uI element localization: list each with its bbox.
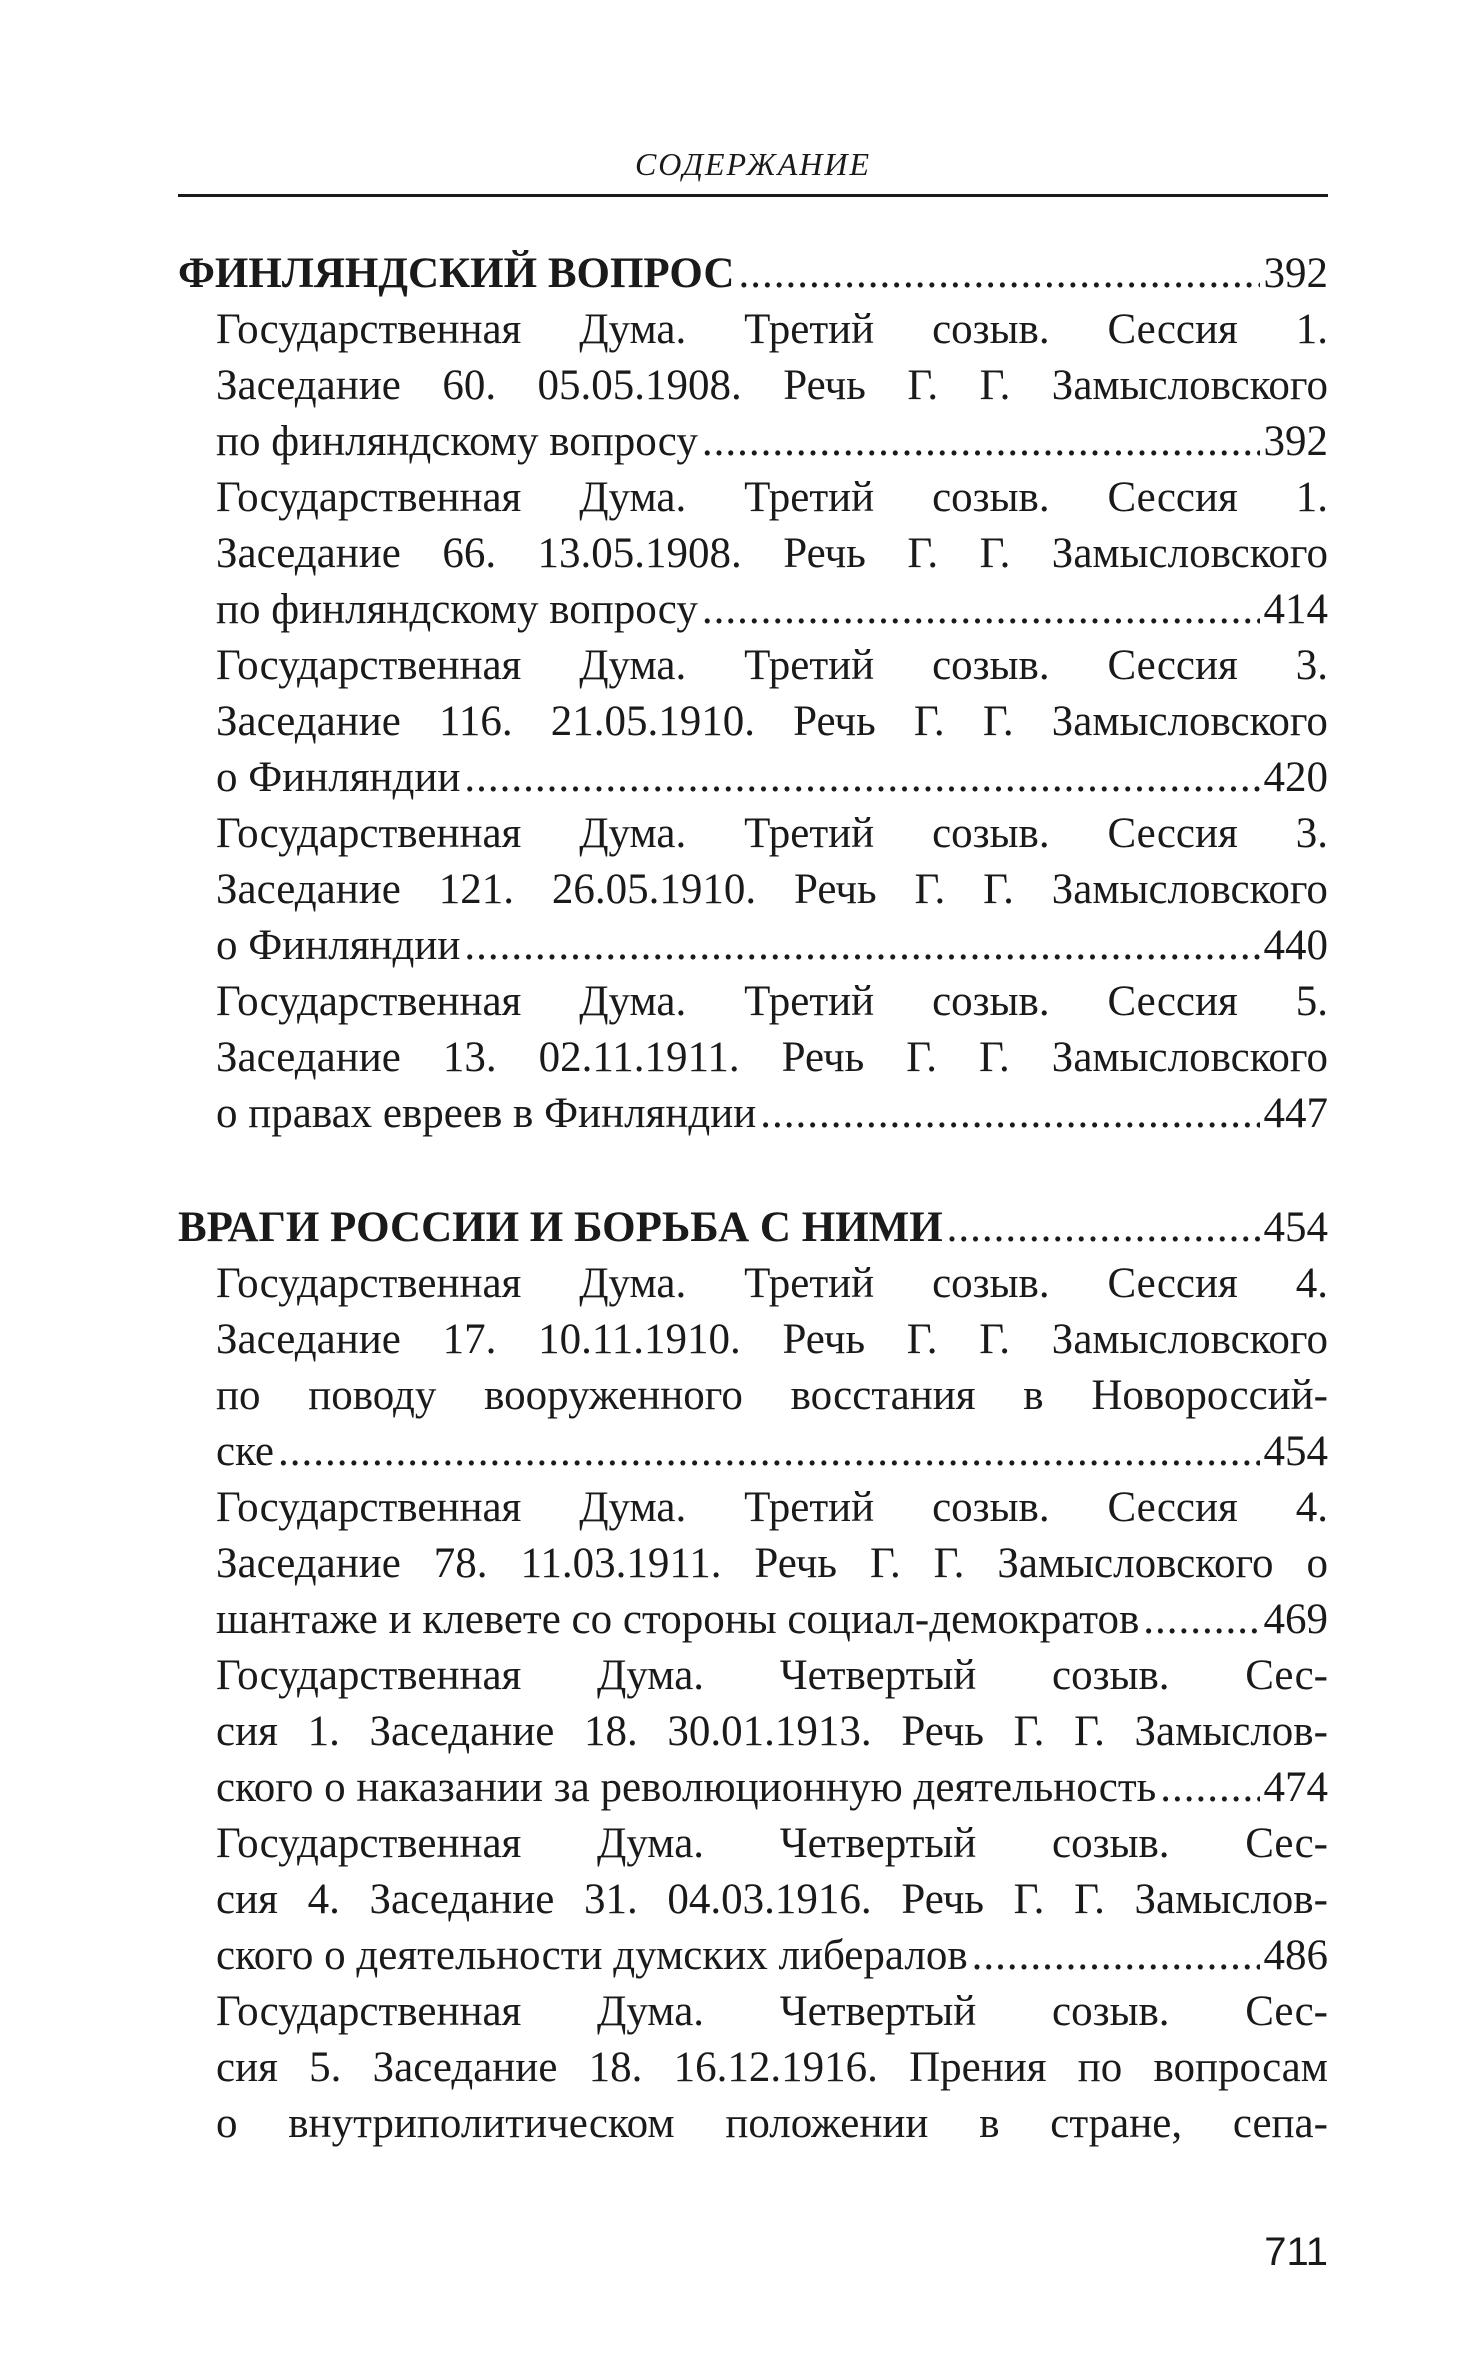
entry-line [178, 974, 1328, 1030]
header-rule [178, 194, 1328, 197]
word: внутриполитическом [288, 2100, 675, 2147]
word: Г. [933, 1540, 965, 1587]
word: Дума. [579, 1484, 687, 1531]
entry-last-line [178, 1086, 1328, 1142]
dot-leader [702, 582, 1260, 638]
word: Дума. [597, 1652, 705, 1699]
word: по [216, 1372, 261, 1419]
word: Речь [793, 698, 876, 745]
word: Заседание [369, 1708, 555, 1755]
word: 1. [307, 1708, 340, 1755]
entry-line [178, 862, 1328, 918]
entry-line [178, 1872, 1328, 1928]
word: Третий [744, 1260, 875, 1307]
entry-page: 454 [1263, 1428, 1328, 1475]
word: созыв. [932, 1260, 1050, 1307]
word: Новороссий- [1091, 1372, 1328, 1419]
word: Заседание [372, 2044, 558, 2091]
word: Г. [979, 530, 1011, 577]
word: Замысловского [997, 1540, 1274, 1587]
word: Г. [982, 698, 1014, 745]
entry-title: по финляндскому вопросу [216, 418, 698, 465]
word: 116. [438, 698, 513, 745]
word: о [216, 2100, 238, 2147]
word: Замысловского [1051, 698, 1328, 745]
word: Г. [1074, 1876, 1105, 1923]
word: Четвертый [779, 1652, 977, 1699]
word: Дума. [597, 1988, 705, 2035]
word: Государственная [216, 1484, 522, 1531]
word: созыв. [932, 474, 1050, 521]
word: 18. [588, 2044, 643, 2091]
word: Г. [869, 1540, 901, 1587]
word: 5. [1295, 978, 1328, 1025]
word: 05.05.1908. [537, 362, 742, 409]
word: Третий [744, 642, 875, 689]
section-heading [178, 246, 1328, 302]
word: Государственная [216, 1820, 522, 1867]
entry-page: 414 [1263, 586, 1328, 633]
word: в [1023, 1372, 1044, 1419]
entry-line [178, 526, 1328, 582]
entry-page: 474 [1263, 1764, 1328, 1811]
word: Государственная [216, 1988, 522, 2035]
word: Речь [754, 1540, 838, 1587]
word: Заседание [216, 866, 401, 913]
word: 13.05.1908. [537, 530, 742, 577]
word: Замысловского [1051, 866, 1328, 913]
word: о [1306, 1540, 1328, 1587]
word: Речь [782, 1316, 866, 1363]
word: Г. [979, 1034, 1010, 1081]
word: 30.01.1913. [667, 1708, 872, 1755]
word: 21.05.1910. [550, 698, 756, 745]
word: 4. [1295, 1260, 1328, 1307]
word: 13. [442, 1034, 497, 1081]
dot-leader [738, 246, 1259, 302]
word: Государственная [216, 978, 522, 1025]
word: Третий [744, 474, 875, 521]
entry-line [178, 2040, 1328, 2096]
word: Заседание [216, 1034, 401, 1081]
entry-page: 469 [1263, 1596, 1328, 1643]
entry-line [178, 1648, 1328, 1704]
entry-page: 447 [1263, 1090, 1328, 1137]
word: 10.11.1910. [538, 1316, 741, 1363]
entry-title: шантаже и клевете со стороны социал-демократов [216, 1596, 1140, 1643]
running-head: СОДЕРЖАНИЕ [634, 146, 872, 182]
entry-line [178, 1816, 1328, 1872]
entry-line [178, 1536, 1328, 1592]
word: Сессия [1107, 1484, 1238, 1531]
word: Замысловского [1051, 362, 1328, 409]
word: 1. [1295, 474, 1328, 521]
word: сепа- [1232, 2100, 1328, 2147]
word: сия [216, 2044, 278, 2091]
word: Речь [793, 866, 877, 913]
word: Сессия [1107, 642, 1238, 689]
entry-title: ске [216, 1428, 274, 1475]
word: Г. [907, 530, 939, 577]
word: Г. [1013, 1708, 1045, 1755]
word: Замыслов- [1134, 1876, 1328, 1923]
word: Дума. [579, 642, 687, 689]
word: Дума. [579, 978, 687, 1025]
word: Г. [906, 1034, 938, 1081]
word: Сес- [1245, 1820, 1328, 1867]
page-number: 711 [1264, 2230, 1328, 2274]
word: сия [216, 1876, 278, 1923]
word: 121. [438, 866, 514, 913]
word: Замысловского [1051, 1034, 1328, 1081]
dot-leader [760, 1086, 1259, 1142]
word: Замысловского [1051, 1316, 1328, 1363]
word: 1. [1295, 306, 1328, 353]
word: Г. [914, 866, 946, 913]
entry-last-line [178, 1928, 1328, 1984]
word: созыв. [1052, 1820, 1170, 1867]
dot-leader [464, 750, 1259, 806]
dot-leader [1160, 1760, 1259, 1816]
entry-title: о Финляндии [216, 754, 461, 801]
word: созыв. [932, 978, 1050, 1025]
word: поводу [308, 1372, 437, 1419]
word: Государственная [216, 306, 522, 353]
entry-line [178, 470, 1328, 526]
entry-title: ФИНЛЯНДСКИЙ ВОПРОС [178, 250, 735, 297]
word: Сессия [1107, 1260, 1238, 1307]
entry-line [178, 1480, 1328, 1536]
word: положении [725, 2100, 929, 2147]
word: 4. [1295, 1484, 1328, 1531]
word: Г. [1013, 1876, 1045, 1923]
word: Третий [744, 1484, 875, 1531]
entry-line [178, 1256, 1328, 1312]
toc-section [178, 1200, 1328, 2152]
entry-line [178, 358, 1328, 414]
word: вооруженного [484, 1372, 743, 1419]
word: Заседание [216, 698, 401, 745]
entry-line [178, 638, 1328, 694]
word: 11.03.1911. [520, 1540, 722, 1587]
word: Третий [744, 810, 875, 857]
table-of-contents [178, 246, 1328, 2210]
entry-page: 392 [1263, 250, 1328, 297]
word: Сессия [1107, 810, 1238, 857]
word: Замыслов- [1134, 1708, 1328, 1755]
word: Речь [901, 1708, 984, 1755]
entry-title: о правах евреев в Финляндии [216, 1090, 757, 1137]
word: 66. [442, 530, 497, 577]
word: Г. [913, 698, 945, 745]
word: Третий [744, 978, 875, 1025]
word: вопросам [1153, 2044, 1328, 2091]
entry-last-line [178, 1760, 1328, 1816]
word: Г. [979, 362, 1011, 409]
word: Прения [909, 2044, 1047, 2091]
dot-leader [278, 1424, 1260, 1480]
word: Речь [783, 530, 866, 577]
section-heading [178, 1200, 1328, 1256]
word: созыв. [1052, 1652, 1170, 1699]
dot-leader [947, 1200, 1260, 1256]
word: Г. [983, 866, 1014, 913]
word: Дума. [579, 1260, 687, 1307]
dot-leader [702, 414, 1260, 470]
word: Заседание [216, 362, 401, 409]
word: созыв. [932, 642, 1050, 689]
word: 04.03.1916. [667, 1876, 872, 1923]
entry-page: 420 [1263, 754, 1328, 801]
word: 60. [442, 362, 497, 409]
toc-section [178, 246, 1328, 1142]
word: 78. [433, 1540, 488, 1587]
entry-last-line [178, 1424, 1328, 1480]
entry-line [178, 1368, 1328, 1424]
word: Сессия [1107, 474, 1238, 521]
entry-line [178, 806, 1328, 862]
word: Г. [906, 1316, 938, 1363]
word: 3. [1295, 642, 1328, 689]
word: Заседание [216, 530, 401, 577]
word: Г. [907, 362, 939, 409]
word: Г. [979, 1316, 1011, 1363]
word: Речь [901, 1876, 984, 1923]
entry-title: о Финляндии [216, 922, 461, 969]
entry-last-line [178, 1592, 1328, 1648]
word: Замысловского [1051, 530, 1328, 577]
word: Сессия [1107, 978, 1238, 1025]
word: по [1077, 2044, 1123, 2091]
word: Государственная [216, 1260, 522, 1307]
word: созыв. [932, 810, 1050, 857]
word: восстания [790, 1372, 976, 1419]
word: 17. [442, 1316, 497, 1363]
word: стране, [1050, 2100, 1183, 2147]
entry-last-line [178, 582, 1328, 638]
dot-leader [464, 918, 1259, 974]
entry-line [178, 1704, 1328, 1760]
entry-page: 440 [1263, 922, 1328, 969]
word: Дума. [597, 1820, 705, 1867]
entry-line [178, 1312, 1328, 1368]
entry-last-line [178, 414, 1328, 470]
word: сия [216, 1708, 278, 1755]
word: созыв. [932, 306, 1050, 353]
entry-last-line [178, 750, 1328, 806]
entry-line [178, 302, 1328, 358]
entry-page: 486 [1263, 1932, 1328, 1979]
word: Государственная [216, 1652, 522, 1699]
word: Государственная [216, 642, 522, 689]
entry-title: по финляндскому вопросу [216, 586, 698, 633]
word: Речь [783, 362, 866, 409]
dot-leader [972, 1928, 1260, 1984]
word: Речь [781, 1034, 865, 1081]
word: Заседание [369, 1876, 555, 1923]
word: Сес- [1245, 1652, 1328, 1699]
word: 4. [307, 1876, 340, 1923]
word: в [979, 2100, 1000, 2147]
entry-line [178, 2096, 1328, 2152]
entry-title: ВРАГИ РОССИИ И БОРЬБА С НИМИ [178, 1204, 943, 1251]
dot-leader [1143, 1592, 1259, 1648]
word: Г. [1074, 1708, 1105, 1755]
word: созыв. [1052, 1988, 1170, 2035]
entry-last-line [178, 918, 1328, 974]
word: 31. [584, 1876, 638, 1923]
entry-line [178, 1030, 1328, 1086]
entry-line [178, 1984, 1328, 2040]
word: 02.11.1911. [538, 1034, 740, 1081]
word: Сессия [1107, 306, 1238, 353]
word: 18. [584, 1708, 638, 1755]
entry-page: 392 [1263, 418, 1328, 465]
word: Заседание [216, 1316, 401, 1363]
word: 26.05.1910. [551, 866, 757, 913]
word: Заседание [216, 1540, 401, 1587]
word: 16.12.1916. [673, 2044, 878, 2091]
word: Четвертый [779, 1988, 977, 2035]
word: Государственная [216, 474, 522, 521]
word: 5. [309, 2044, 342, 2091]
word: созыв. [932, 1484, 1050, 1531]
word: 3. [1295, 810, 1328, 857]
entry-title: ского о наказании за революционную деятельность [216, 1764, 1157, 1811]
entry-title: ского о деятельности думских либералов [216, 1932, 968, 1979]
entry-line [178, 694, 1328, 750]
word: Третий [744, 306, 875, 353]
word: Дума. [579, 306, 687, 353]
word: Сес- [1245, 1988, 1328, 2035]
word: Четвертый [779, 1820, 977, 1867]
word: Государственная [216, 810, 522, 857]
word: Дума. [579, 474, 687, 521]
entry-page: 454 [1263, 1204, 1328, 1251]
word: Дума. [579, 810, 687, 857]
